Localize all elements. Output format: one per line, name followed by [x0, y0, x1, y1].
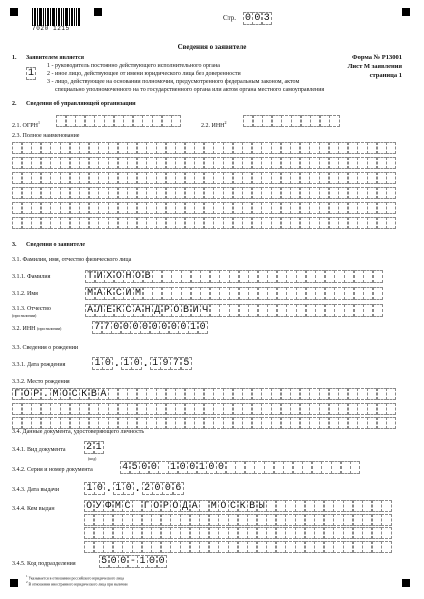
char-cell: [386, 217, 396, 229]
date-separator: .: [105, 481, 113, 495]
char-cell: 3: [263, 13, 270, 24]
birth-date-field[interactable]: [92, 357, 191, 370]
char-cell: 0: [147, 555, 157, 568]
id-doc-label: 3.4. Данные документа, удостоверяющего личность: [12, 429, 145, 435]
dept-code-label: 3.4.5. Код подразделения: [12, 561, 76, 567]
char-cell: 0: [131, 357, 142, 370]
char-cell: В: [89, 388, 99, 400]
char-cell: 1: [137, 555, 147, 568]
org-name-label: 2.3. Полное наименование: [12, 133, 80, 139]
char-cell: [381, 514, 391, 526]
char-cell: 1: [92, 357, 103, 370]
char-cell: 7: [92, 321, 102, 334]
char-cell: [386, 157, 396, 169]
char-cell: А: [190, 500, 200, 512]
char-cell: 1: [197, 461, 207, 474]
char-cell: [381, 527, 391, 539]
date-separator: .: [142, 356, 150, 370]
char-cell: М: [50, 388, 60, 400]
ogrn-label: 2.1. ОГРН$^1$: [12, 120, 40, 129]
char-cell: 0: [216, 461, 226, 474]
char-cell: 0: [118, 555, 128, 568]
char-cell: .: [41, 388, 51, 400]
grid-row: [12, 417, 396, 429]
char-cell: А: [98, 388, 108, 400]
footnote-2: $^2$ В отношении иностранного юридического лица при наличии: [26, 580, 128, 587]
char-cell: М: [133, 287, 143, 300]
doc-type-cells[interactable]: [84, 441, 103, 454]
section3-heading: Сведения о заявителе: [26, 242, 86, 248]
char-cell: С: [123, 304, 133, 317]
char-cell: Р: [162, 304, 172, 317]
date-month: [121, 357, 142, 370]
char-cell: Ы: [257, 500, 267, 512]
corner-marker-bottom-right: [402, 579, 410, 587]
char-cell: 0: [150, 321, 160, 334]
issue-date-label: 3.4.3. Дата выдачи: [12, 487, 60, 493]
barcode-number: 7020 1215: [32, 25, 70, 32]
char-cell: [350, 461, 360, 474]
fio-label: 3.1. Фамилия, имя, отчество физического лица: [12, 257, 132, 263]
char-cell: 9: [160, 357, 171, 370]
char-cell: О: [151, 500, 161, 512]
section1-option-2: 2 - иное лицо, действующее от имени юридического лица без доверенности: [47, 71, 241, 77]
char-cell: Г: [142, 500, 152, 512]
char-cell: Р: [31, 388, 41, 400]
char-cell: О: [218, 500, 228, 512]
char-cell: К: [79, 388, 89, 400]
char-cell: 5: [130, 461, 140, 474]
patronymic-cells[interactable]: [85, 304, 382, 317]
page-label: Стр.: [223, 14, 236, 22]
char-cell: 0: [109, 555, 119, 568]
doc-type-note: (код): [88, 456, 97, 461]
char-cell: [381, 541, 391, 553]
char-cell: О: [171, 304, 181, 317]
char-cell: 0: [178, 461, 188, 474]
grid-row: [84, 500, 391, 512]
char-cell: И: [191, 304, 201, 317]
inn-org-label: 2.2. ИНН$^2$: [201, 120, 227, 129]
char-cell: [329, 115, 339, 127]
char-cell: 1: [84, 482, 95, 495]
section2-number: 2.: [12, 101, 17, 107]
char-cell: 5: [181, 357, 192, 370]
char-cell: 0: [169, 321, 179, 334]
char-cell: [386, 172, 396, 184]
char-cell: [373, 270, 383, 283]
char-cell: К: [114, 304, 124, 317]
char-cell: С: [122, 500, 132, 512]
char-cell: [386, 388, 396, 400]
patronymic-label: 3.1.3. Отчество: [12, 306, 51, 312]
section1-option-1: 1 - руководитель постоянно действующего исполнительного органа: [47, 63, 220, 69]
char-cell: М: [85, 287, 95, 300]
char-cell: 0: [187, 461, 197, 474]
doc-type-label: 3.4.1. Вид документа: [12, 447, 66, 453]
sheet-page-label: страница 1: [369, 72, 402, 79]
name-label: 3.1.2. Имя: [12, 291, 38, 297]
char-cell: [386, 417, 396, 429]
grid-row: [12, 172, 396, 184]
char-cell: К: [238, 500, 248, 512]
section1-number: 1.: [12, 55, 17, 61]
char-cell: Ч: [200, 304, 210, 317]
surname-label: 3.1.1. Фамилия: [12, 274, 51, 280]
char-cell: А: [85, 304, 95, 317]
char-cell: 0: [159, 321, 169, 334]
char-cell: О: [170, 500, 180, 512]
char-cell: 0: [121, 321, 131, 334]
char-cell: М: [209, 500, 219, 512]
grid-row: [84, 514, 391, 526]
char-cell: 0: [102, 357, 113, 370]
char-cell: О: [84, 500, 94, 512]
char-cell: 7: [170, 357, 181, 370]
char-cell: [386, 403, 396, 415]
char-cell: Д: [152, 304, 162, 317]
doc-number-label: 3.4.2. Серия и номер документа: [12, 467, 93, 473]
char-cell: 1: [113, 482, 124, 495]
date-day: [92, 357, 113, 370]
date-separator: .: [113, 356, 121, 370]
grid-row: [84, 527, 391, 539]
char-cell: О: [114, 270, 124, 283]
char-cell: 0: [178, 321, 188, 334]
char-cell: 0: [94, 482, 105, 495]
patronymic-note: (при наличии): [12, 313, 37, 318]
grid-row: [12, 403, 396, 415]
char-cell: 2: [142, 482, 153, 495]
char-cell: 1: [168, 461, 178, 474]
char-cell: 0: [206, 461, 216, 474]
char-cell: [386, 142, 396, 154]
char-cell: Н: [143, 304, 153, 317]
barcode: [32, 8, 80, 26]
issuer-label: 3.4.4. Кем выдан: [12, 506, 55, 512]
inn-person-cells[interactable]: [92, 321, 207, 334]
char-cell: 0: [254, 13, 261, 24]
dept-code-cells[interactable]: [99, 555, 166, 568]
grid-row: [12, 388, 396, 400]
date-year: [150, 357, 192, 370]
date-day: [84, 482, 105, 495]
corner-marker-top-right: [402, 8, 410, 16]
corner-marker-bottom-left: [10, 579, 18, 587]
char-cell: А: [133, 304, 143, 317]
section1-option-3-cont: специально уполномоченного на то государственного органа или актом органа местного самоуправления: [55, 87, 325, 93]
char-cell: И: [123, 287, 133, 300]
char-cell: 0: [157, 555, 167, 568]
char-cell: О: [22, 388, 32, 400]
section1-option-3: 3 - лицо, действующее на основании полномочия, предусмотренного федеральным законом, актом: [47, 79, 300, 85]
char-cell: [386, 202, 396, 214]
char-cell: Н: [123, 270, 133, 283]
footnote-1: $^1$ Указывается в отношении российского юридического лица: [26, 574, 124, 581]
surname-cells[interactable]: [85, 270, 382, 283]
char-cell: 0: [149, 461, 159, 474]
grid-row: [84, 541, 391, 553]
date-month: [113, 482, 134, 495]
char-cell: 4: [120, 461, 130, 474]
date-separator: .: [134, 481, 142, 495]
grid-row: [12, 202, 396, 214]
birth-label: 3.3. Сведения о рождении: [12, 345, 79, 351]
char-cell: [373, 304, 383, 317]
issue-date-field[interactable]: [84, 482, 183, 495]
char-cell: 0: [152, 482, 163, 495]
char-cell: В: [143, 270, 153, 283]
ogrn-cells[interactable]: [56, 115, 181, 127]
birth-date-label: 3.3.1. Дата рождения: [12, 362, 66, 368]
form-id: Форма № Р13001: [352, 54, 402, 61]
char-cell: -: [128, 555, 138, 568]
section3-number: 3.: [12, 242, 17, 248]
char-cell: Ф: [103, 500, 113, 512]
page-title: Сведения о заявителе: [177, 43, 247, 51]
char-cell: Р: [161, 500, 171, 512]
doc-number-cells[interactable]: [120, 461, 360, 474]
char-cell: Е: [104, 304, 114, 317]
char-cell: [381, 500, 391, 512]
grid-row: [12, 157, 396, 169]
char-cell: В: [181, 304, 191, 317]
section1-heading: Заявителем является: [26, 55, 84, 61]
page-number-cells: [243, 12, 271, 25]
date-year: [142, 482, 184, 495]
char-cell: С: [228, 500, 238, 512]
char-cell: О: [60, 388, 70, 400]
char-cell: 1: [27, 68, 34, 79]
char-cell: С: [70, 388, 80, 400]
char-cell: 0: [198, 321, 208, 334]
inn-org-cells[interactable]: [243, 115, 339, 127]
char-cell: 0: [162, 482, 173, 495]
char-cell: 6: [173, 482, 184, 495]
char-cell: В: [247, 500, 257, 512]
char-cell: 1: [121, 357, 132, 370]
char-cell: А: [95, 287, 105, 300]
char-cell: 1: [94, 441, 104, 454]
inn-person-label: 3.2. ИНН (при наличии): [12, 326, 62, 332]
char-cell: Д: [180, 500, 190, 512]
char-cell: Х: [104, 270, 114, 283]
char-cell: [171, 115, 181, 127]
corner-marker-top-left: [10, 8, 18, 16]
char-cell: 7: [102, 321, 112, 334]
char-cell: И: [95, 270, 105, 283]
char-cell: 5: [99, 555, 109, 568]
grid-row: [12, 187, 396, 199]
char-cell: У: [94, 500, 104, 512]
char-cell: К: [104, 287, 114, 300]
name-cells[interactable]: [85, 287, 382, 300]
char-cell: С: [114, 287, 124, 300]
grid-row: [12, 142, 396, 154]
char-cell: 0: [140, 321, 150, 334]
corner-marker-top-mid: [94, 8, 102, 16]
char-cell: 0: [111, 321, 121, 334]
char-cell: 1: [150, 357, 161, 370]
char-cell: 0: [139, 461, 149, 474]
char-cell: 1: [188, 321, 198, 334]
sheet-label: Лист М заявления: [347, 63, 402, 70]
char-cell: Г: [12, 388, 22, 400]
char-cell: 0: [123, 482, 134, 495]
char-cell: [373, 287, 383, 300]
section2-heading: Сведения об управляющей организации: [26, 101, 136, 107]
char-cell: 0: [130, 321, 140, 334]
char-cell: М: [113, 500, 123, 512]
char-cell: [386, 187, 396, 199]
char-cell: Л: [95, 304, 105, 317]
grid-row: [12, 217, 396, 229]
birth-place-label: 3.3.2. Место рождения: [12, 379, 70, 385]
applicant-type-cell[interactable]: [26, 67, 35, 80]
char-cell: 2: [84, 441, 94, 454]
char-cell: 0: [244, 13, 251, 24]
char-cell: Т: [85, 270, 95, 283]
char-cell: О: [133, 270, 143, 283]
